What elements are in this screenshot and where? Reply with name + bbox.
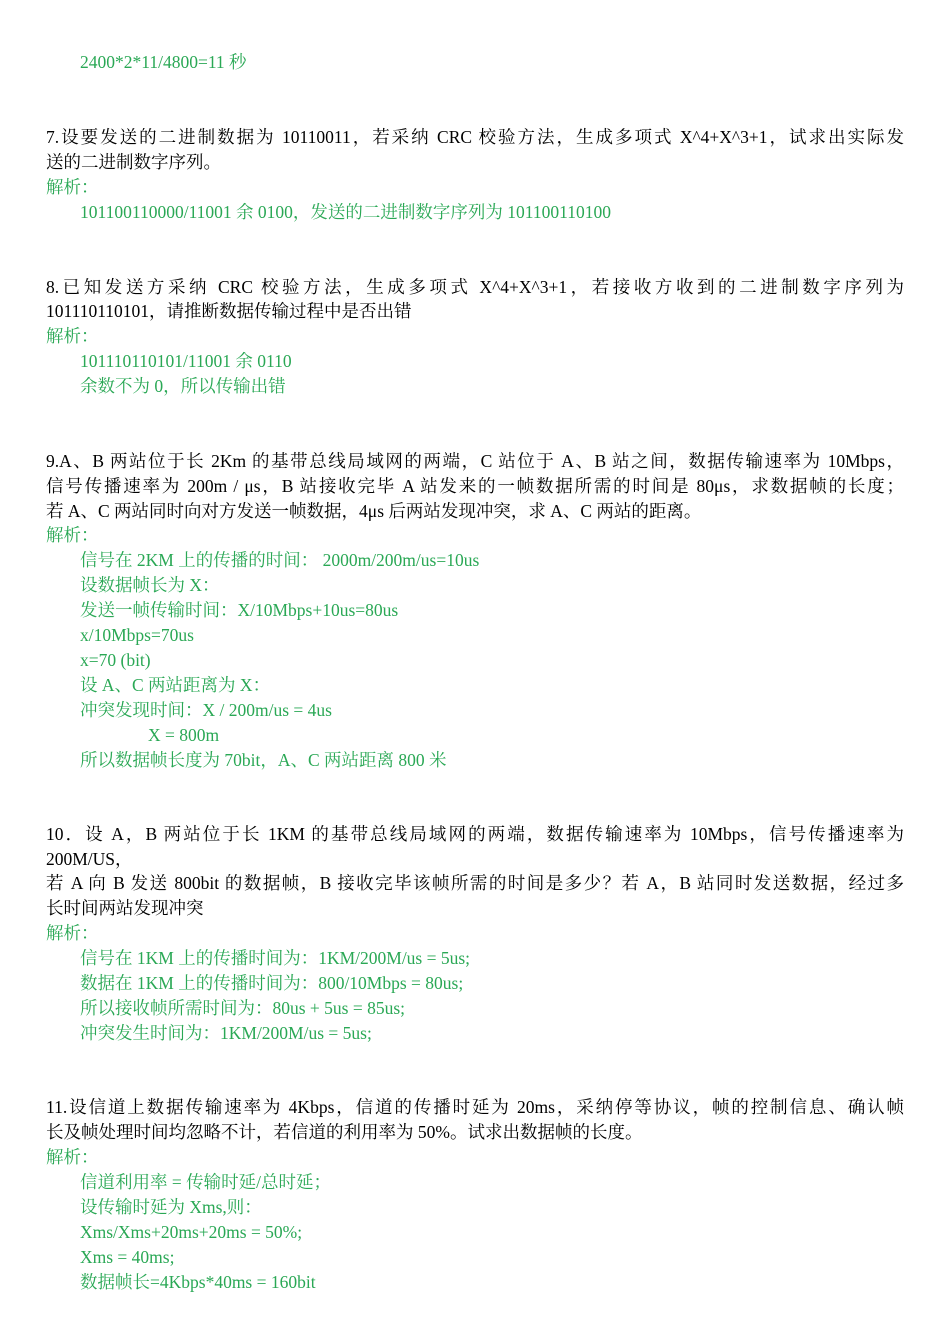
q8-answer-line: 101110110101/11001 余 0110 (80, 351, 292, 371)
q10-answer-line: 信号在 1KM 上的传播时间为：1KM/200M/us = 5us; (80, 948, 471, 968)
q9-text-line-1: 9.A、B 两站位于长 2Km 的基带总线局域网的两端，C 站位于 A、B 站之间，数据传输速率为 10Mbps， (46, 451, 904, 471)
q9-text-line-3: 若 A、C 两站同时向对方发送一帧数据，4μs 后两站发现冲突，求 A、C 两站的距离。 (46, 501, 702, 521)
q10-text-line-4: 长时间两站发现冲突 (46, 898, 204, 918)
q9-answer-line: X = 800m (148, 725, 220, 745)
q11-text-line-2: 长及帧处理时间均忽略不计，若信道的利用率为 50%。试求出数据帧的长度。 (46, 1122, 643, 1142)
q9-answer-line: 所以数据帧长度为 70bit，A、C 两站距离 800 米 (80, 750, 447, 770)
q10-text-line-2: 200M/US， (46, 849, 133, 869)
q9-answer-line: 信号在 2KM 上的传播的时间： 2000m/200m/us=10us (80, 550, 480, 570)
q9-answer-line: 发送一帧传输时间：X/10Mbps+10us=80us (80, 600, 399, 620)
q11-answer-line: 信道利用率 = 传输时延/总时延； (80, 1172, 331, 1192)
q7-answer-label: 解析： (46, 177, 99, 197)
q8-answer-label: 解析： (46, 326, 99, 346)
q8-text-line-2: 101110110101，请推断数据传输过程中是否出错 (46, 301, 412, 321)
q11-text-line-1: 11.设信道上数据传输速率为 4Kbps，信道的传播时延为 20ms，采纳停等协议，帧的控制信息、确认帧 (46, 1097, 904, 1117)
q10-answer-line: 数据在 1KM 上的传播时间为：800/10Mbps = 80us; (80, 973, 464, 993)
q9-answer-line: 冲突发现时间：X / 200m/us = 4us (80, 700, 332, 720)
q9-answer-line: x=70 (bit) (80, 650, 151, 670)
q11-answer-label: 解析： (46, 1147, 99, 1167)
q11-answer-line: 设传输时延为 Xms,则： (80, 1197, 262, 1217)
q7-text-line-2: 送的二进制数字序列。 (46, 152, 221, 172)
intro-answer: 2400*2*11/4800=11 秒 (80, 52, 247, 72)
q10-text-line-1: 10．设 A，B 两站位于长 1KM 的基带总线局域网的两端，数据传输速率为 10Mbps，信号传播速率为 (46, 824, 904, 844)
q9-answer-label: 解析： (46, 525, 99, 545)
q11-answer-line: Xms/Xms+20ms+20ms = 50%; (80, 1222, 303, 1242)
q7-text-line-1: 7.设要发送的二进制数据为 10110011，若采纳 CRC 校验方法，生成多项式 X^4+X^3+1，试求出实际发 (46, 127, 904, 147)
q9-answer-line: 设 A、C 两站距离为 X： (80, 675, 271, 695)
q9-answer-line: 设数据帧长为 X： (80, 575, 220, 595)
q8-answer-line: 余数不为 0，所以传输出错 (80, 376, 286, 396)
q8-text-line-1: 8.已知发送方采纳 CRC 校验方法，生成多项式 X^4+X^3+1，若接收方收到的二进制数字序列为 (46, 277, 904, 297)
q7-answer-line: 101100110000/11001 余 0100，发送的二进制数字序列为 101100110100 (80, 202, 611, 222)
q10-text-line-3: 若 A 向 B 发送 800bit 的数据帧，B 接收完毕该帧所需的时间是多少？若 A，B 站同时发送数据，经过多 (46, 873, 904, 893)
q10-answer-label: 解析： (46, 923, 99, 943)
q10-answer-line: 冲突发生时间为：1KM/200M/us = 5us; (80, 1023, 372, 1043)
q9-answer-line: x/10Mbps=70us (80, 625, 194, 645)
q11-answer-line: Xms = 40ms; (80, 1247, 175, 1267)
q10-answer-line: 所以接收帧所需时间为：80us + 5us = 85us; (80, 998, 406, 1018)
q11-answer-line: 数据帧长=4Kbps*40ms = 160bit (80, 1272, 316, 1292)
q9-text-line-2: 信号传播速率为 200m / μs，B 站接收完毕 A 站发来的一帧数据所需的时间是 80μs，求数据帧的长度； (46, 476, 904, 496)
